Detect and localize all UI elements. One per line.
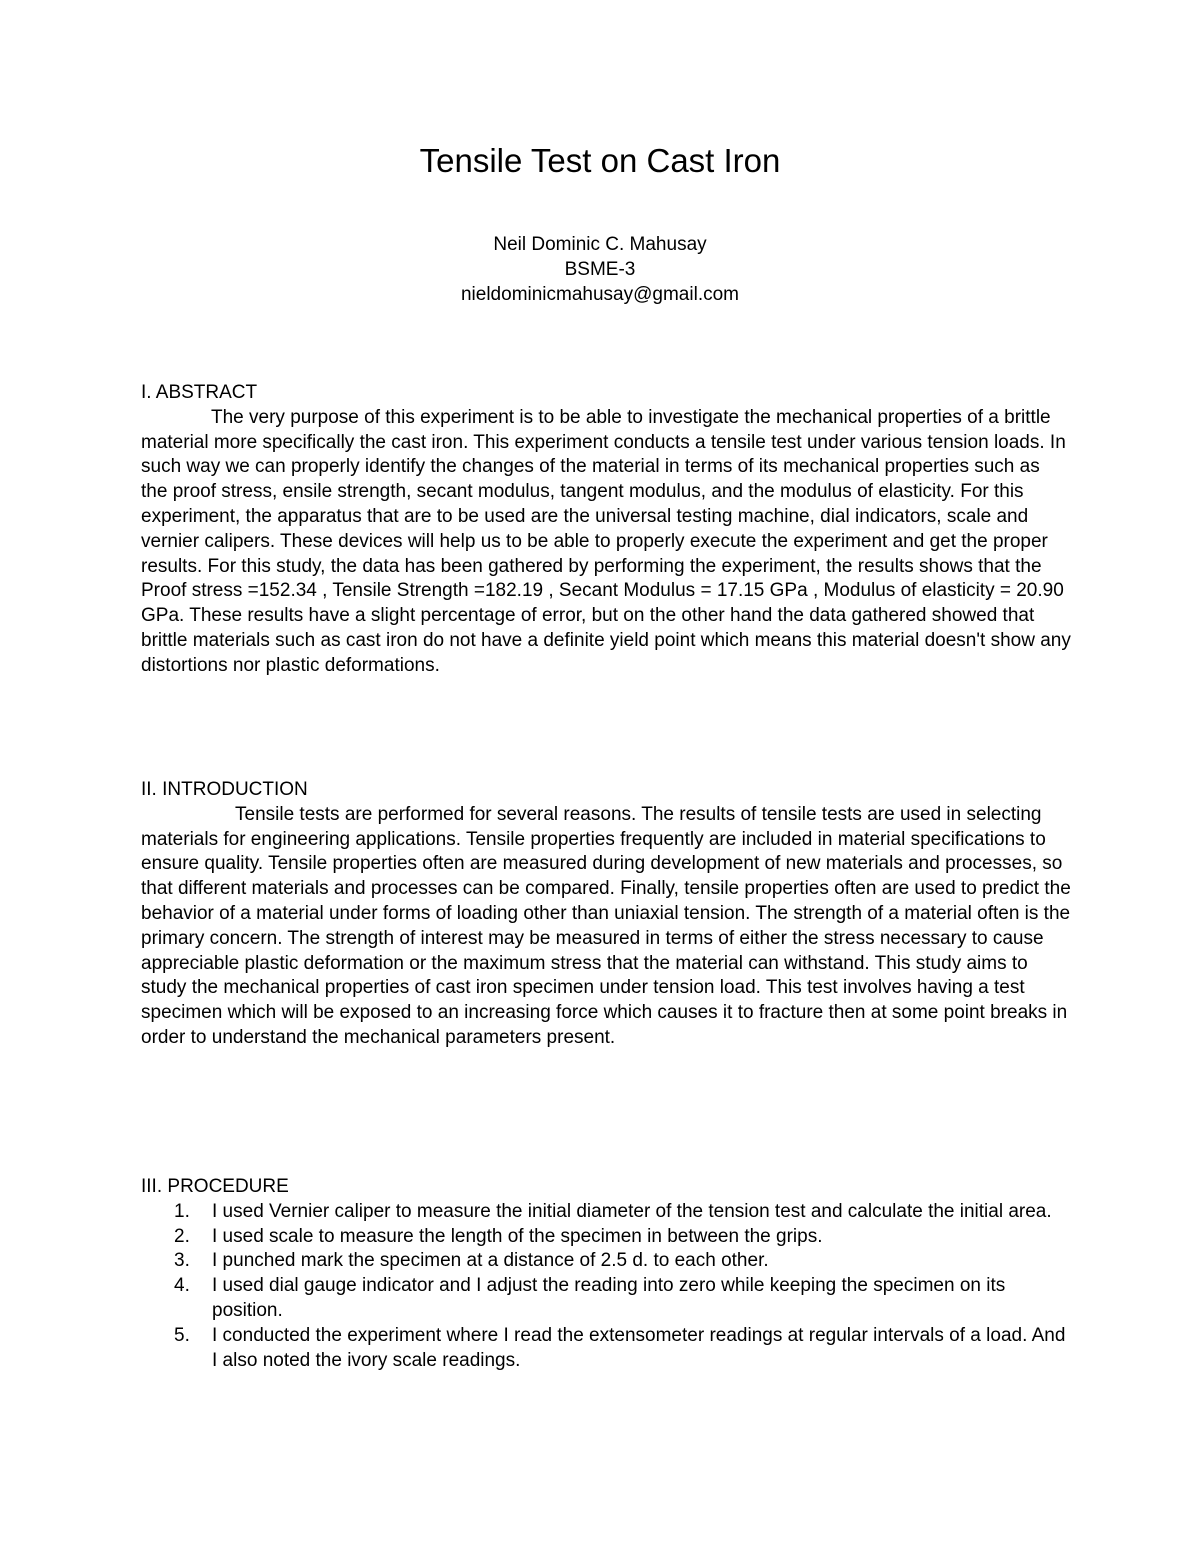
abstract-section — [141, 381, 1071, 679]
abstract-heading: I. ABSTRACT — [141, 382, 258, 403]
introduction-heading: II. INTRODUCTION — [141, 779, 308, 800]
author-block — [0, 232, 1200, 307]
step-text: I used dial gauge indicator and I adjust the reading into zero while keeping the specimen on its position. — [212, 1275, 1006, 1321]
abstract-body: The very purpose of this experiment is to be able to investigate the mechanical properties of a brittle material more specifically the cast iron. This experiment conducts a tensile test under various tension loads. In such way we can properly identify the changes of the material in terms of its mechanical properties such as the proof stress, ensile strength, secant modulus, tangent modulus, and the modulus of elasticity. For this experiment, the apparatus that are to be used are the universal testing machine, dial indicators, scale and vernier calipers. These devices will help us to be able to properly execute the experiment and get the proper results. For this study, the data has been gathered by performing the experiment, the results shows that the Proof stress =152.34 , Tensile Strength =182.19 , Secant Modulus = 17.15 GPa , Modulus of elasticity = 20.90 GPa. These results have a slight percentage of error, but on the other hand the data gathered showed that brittle materials such as cast iron do not have a definite yield point which means this material doesn't show any distortions nor plastic deformations. — [141, 406, 1071, 676]
procedure-step — [141, 1324, 1071, 1374]
step-number: 1. — [174, 1200, 190, 1222]
step-number: 4. — [174, 1275, 190, 1297]
step-text: I used scale to measure the length of the specimen in between the grips. — [212, 1225, 823, 1247]
step-text: I used Vernier caliper to measure the initial diameter of the tension test and calculate the initial area. — [212, 1200, 1052, 1222]
step-number: 2. — [174, 1225, 190, 1247]
author-email: nieldominicmahusay@gmail.com — [460, 284, 739, 305]
step-number: 3. — [174, 1250, 190, 1272]
procedure-heading: III. PROCEDURE — [141, 1176, 289, 1197]
step-text: I punched mark the specimen at a distance of 2.5 d. to each other. — [212, 1250, 769, 1272]
procedure-step — [141, 1200, 1071, 1225]
author-name: Neil Dominic C. Mahusay — [493, 234, 707, 255]
document-title: Tensile Test on Cast Iron — [419, 142, 781, 179]
introduction-body: Tensile tests are performed for several reasons. The results of tensile tests are used in selecting materials for engineering applications. Tensile properties frequently are included in material specifications to ensure quality. Tensile properties often are measured during development of new materials and processes, so that different materials and processes can be compared. Finally, tensile properties often are used to predict the behavior of a material under forms of loading other than uniaxial tension. The strength of a material often is the primary concern. The strength of interest may be measured in terms of either the stress necessary to cause appreciable plastic deformation or the maximum stress that the material can withstand. This study aims to study the mechanical properties of cast iron specimen under tension load. This test involves having a test specimen which will be exposed to an increasing force which causes it to fracture then at some point breaks in order to understand the mechanical parameters present. — [141, 803, 1071, 1048]
step-text: I conducted the experiment where I read the extensometer readings at regular intervals of a load. And I also noted the ivory scale readings. — [212, 1324, 1066, 1371]
introduction-section — [141, 778, 1071, 1051]
procedure-step — [141, 1249, 1071, 1274]
author-program: BSME-3 — [564, 259, 636, 280]
procedure-steps — [141, 1200, 1071, 1374]
procedure-section — [141, 1175, 1071, 1373]
procedure-step — [141, 1274, 1071, 1324]
step-number: 5. — [174, 1324, 190, 1346]
procedure-step — [141, 1225, 1071, 1250]
